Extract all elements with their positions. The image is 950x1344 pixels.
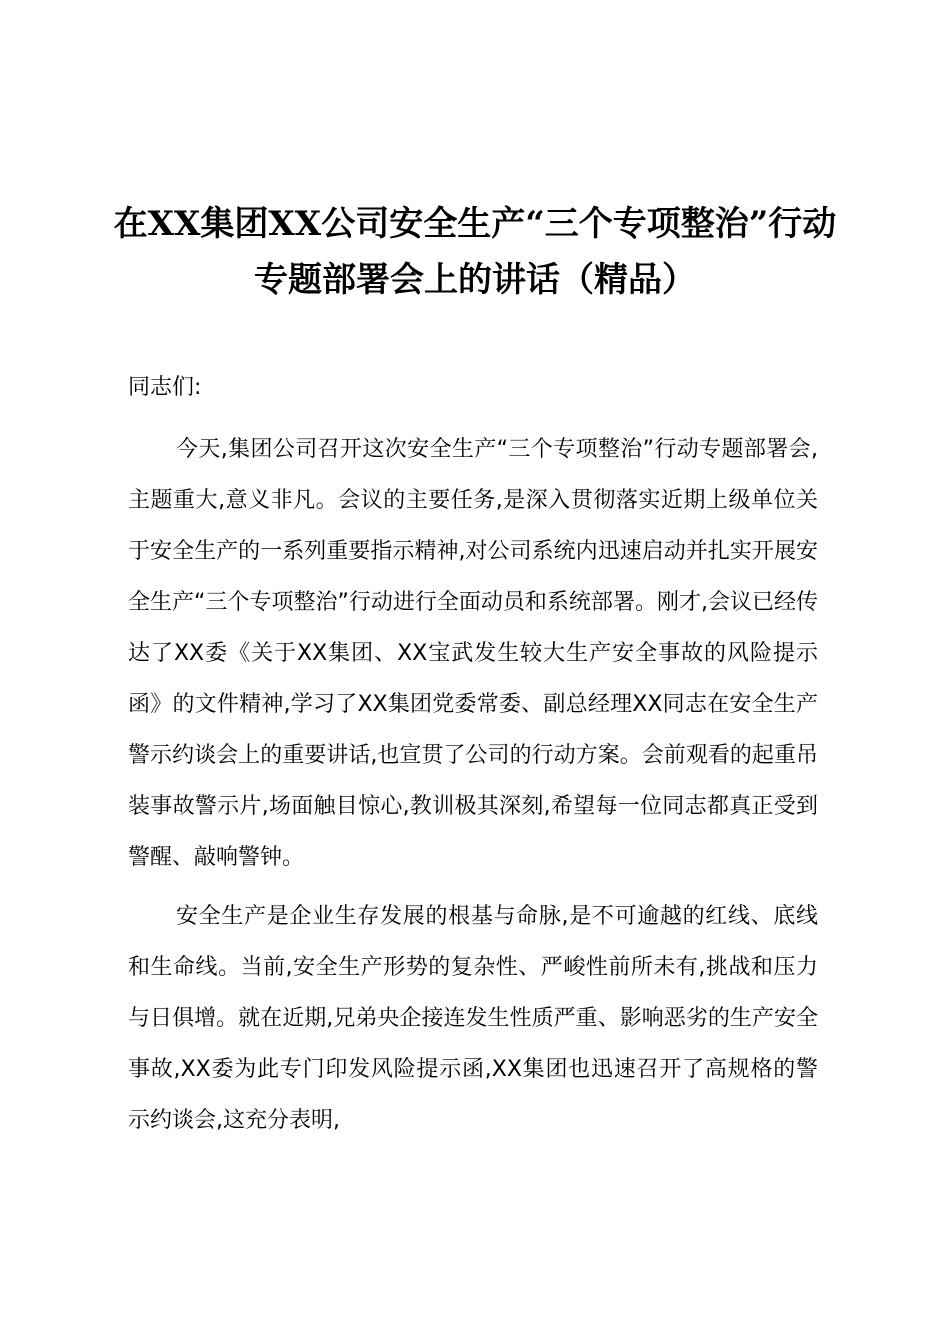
document-body bbox=[128, 362, 818, 1154]
paragraph-2: 安全生产是企业生存发展的根基与命脉,是不可逾越的红线、底线和生命线。当前,安全生产形势的复杂性、严峻性前所未有,挑战和压力与日俱增。就在近期,兄弟央企接连发生性质严重、影响恶劣的生产安全事故,XX委为此专门印发风险提示函,XX集团也迅速召开了高规格的警示约谈会,这充分表明, bbox=[128, 904, 818, 1133]
document-title: 在XX集团XX公司安全生产“三个专项整治”行动专题部署会上的讲话（精品） bbox=[113, 204, 837, 300]
salutation: 同志们: bbox=[128, 375, 202, 400]
paragraph-1: 今天,集团公司召开这次安全生产“三个专项整治”行动专题部署会,主题重大,意义非凡。会议的主要任务,是深入贯彻落实近期上级单位关于安全生产的一系列重要指示精神,对公司系统内迅速启动并扎实开展安全生产“三个专项整治”行动进行全面动员和系统部署。刚才,会议已经传达了XX委《关于XX集团、XX宝武发生较大生产安全事故的风险提示函》的文件精神,学习了XX集团党委常委、副总经理XX同志在安全生产警示约谈会上的重要讲话,也宣贯了公司的行动方案。会前观看的起重吊装事故警示片,场面触目惊心,教训极其深刻,希望每一位同志都真正受到警醒、敲响警钟。 bbox=[128, 437, 818, 870]
